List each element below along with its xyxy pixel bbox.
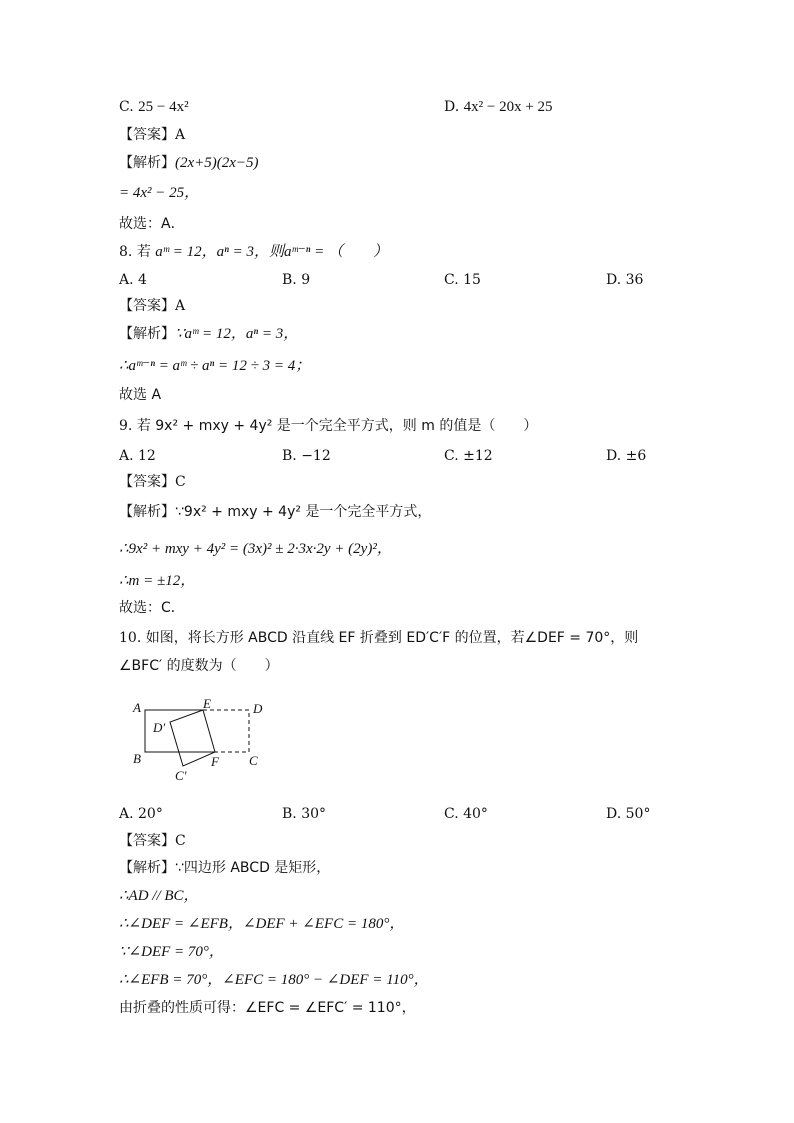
label-a: A [133, 700, 141, 715]
analysis-tag: 【解析】 [119, 155, 175, 171]
rectangle-dashed-edge [203, 710, 249, 752]
analysis-text: ∵四边形 ABCD 是矩形， [175, 860, 331, 876]
analysis-text: ∵9x² + mxy + 4y² 是一个完全平方式， [175, 504, 432, 520]
q8-conclusion: 故选 A [119, 387, 162, 403]
analysis-text: ∴AD // BC， [119, 888, 199, 904]
q9-analysis-step [119, 539, 392, 559]
label-d-prime: D′ [153, 720, 166, 735]
analysis-text: ∵∠DEF = 70°， [119, 944, 224, 960]
label-c-prime: C′ [175, 768, 187, 783]
answer-tag: 【答案】 [119, 833, 175, 849]
analysis-text: ∴m = ±12， [119, 573, 196, 589]
answer-value: C [175, 474, 186, 490]
analysis-tag: 【解析】 [119, 504, 175, 520]
analysis-text: (2x+5)(2x−5) [175, 155, 259, 171]
label-c: C [249, 753, 258, 768]
q10-option-b: B. 30° [282, 806, 327, 822]
q7-conclusion: 故选：A． [119, 216, 185, 232]
q7-option-c-expr: 25 − 4x² [138, 99, 189, 115]
q7-option-d-expr: 4x² − 20x + 25 [463, 99, 553, 115]
question-number: 9. [119, 418, 133, 434]
q10-analysis-step [119, 970, 429, 990]
q10-analysis [119, 858, 330, 878]
analysis-tag: 【解析】 [119, 326, 175, 342]
analysis-text: ∴∠DEF = ∠EFB，∠DEF + ∠EFC = 180°， [119, 916, 405, 932]
analysis-text: ∴∠EFB = 70°，∠EFC = 180° − ∠DEF = 110°， [119, 972, 429, 988]
q7-analysis-step [119, 183, 199, 203]
q8-answer [119, 296, 185, 316]
answer-value: C [175, 833, 186, 849]
q8-stem [119, 242, 388, 262]
q9-option-b: B. −12 [282, 448, 331, 464]
analysis-text: ∴aᵐ⁻ⁿ = aᵐ ÷ aⁿ = 12 ÷ 3 = 4； [119, 358, 311, 374]
q10-analysis-step [119, 942, 224, 962]
answer-value: A [175, 127, 186, 143]
q7-answer [119, 125, 185, 145]
analysis-text: = 4x² − 25， [119, 185, 200, 201]
q10-stem-cont: ∠BFC′ 的度数为（ ） [119, 658, 279, 674]
analysis-text: ∵aᵐ = 12，aⁿ = 3， [175, 326, 299, 342]
q7-option-d-label: D. [444, 99, 460, 115]
q9-option-a: A. 12 [119, 448, 156, 464]
answer-tag: 【答案】 [119, 127, 175, 143]
q8-option-a: A. 4 [119, 272, 147, 288]
label-b: B [133, 751, 141, 766]
q7-analysis [119, 153, 259, 173]
q10-figure [125, 690, 275, 790]
q10-option-d: D. 50° [606, 806, 651, 822]
q7-option-d [444, 97, 553, 117]
analysis-text: 由折叠的性质可得：∠EFC = ∠EFC′ = 110°， [119, 1000, 416, 1016]
q7-option-c-label: C. [119, 99, 134, 115]
folded-quadrilateral [170, 710, 215, 766]
q9-stem [119, 416, 537, 436]
label-f: F [211, 754, 219, 769]
label-e: E [203, 696, 211, 711]
q10-stem [119, 628, 638, 648]
analysis-tag: 【解析】 [119, 860, 175, 876]
stem-text: 如图，将长方形 ABCD 沿直线 EF 折叠到 ED′C′F 的位置，若∠DEF = 70°，则 [145, 630, 639, 646]
q10-analysis-step [119, 914, 404, 934]
q9-option-c: C. ±12 [444, 448, 493, 464]
answer-value: A [175, 298, 186, 314]
question-number: 10. [119, 630, 142, 646]
q10-option-c: C. 40° [444, 806, 488, 822]
answer-tag: 【答案】 [119, 474, 175, 490]
question-number: 8. [119, 244, 133, 260]
q8-option-d: D. 36 [606, 272, 644, 288]
q9-answer [119, 472, 186, 492]
label-d: D [253, 701, 263, 716]
q9-conclusion: 故选：C． [119, 600, 185, 616]
q7-option-c [119, 97, 189, 117]
stem-text: 若 9x² + mxy + 4y² 是一个完全平方式，则 m 的值是（ ） [136, 418, 538, 434]
q8-analysis [119, 324, 298, 344]
stem-text: 若 [136, 244, 151, 260]
q10-answer [119, 831, 186, 851]
analysis-text: ∴9x² + mxy + 4y² = (3x)² ± 2·3x·2y + (2y)²， [119, 541, 392, 557]
q9-option-d: D. ±6 [606, 448, 647, 464]
q9-analysis-step [119, 571, 195, 591]
q8-option-b: B. 9 [282, 272, 311, 288]
q9-analysis [119, 502, 431, 522]
q10-analysis-step [119, 998, 416, 1018]
q10-analysis-step [119, 886, 199, 906]
q8-option-c: C. 15 [444, 272, 481, 288]
stem-expr: aᵐ = 12，aⁿ = 3，则aᵐ⁻ⁿ = （ ） [155, 244, 389, 260]
q8-analysis-step [119, 356, 310, 376]
q10-option-a: A. 20° [119, 806, 163, 822]
answer-tag: 【答案】 [119, 298, 175, 314]
